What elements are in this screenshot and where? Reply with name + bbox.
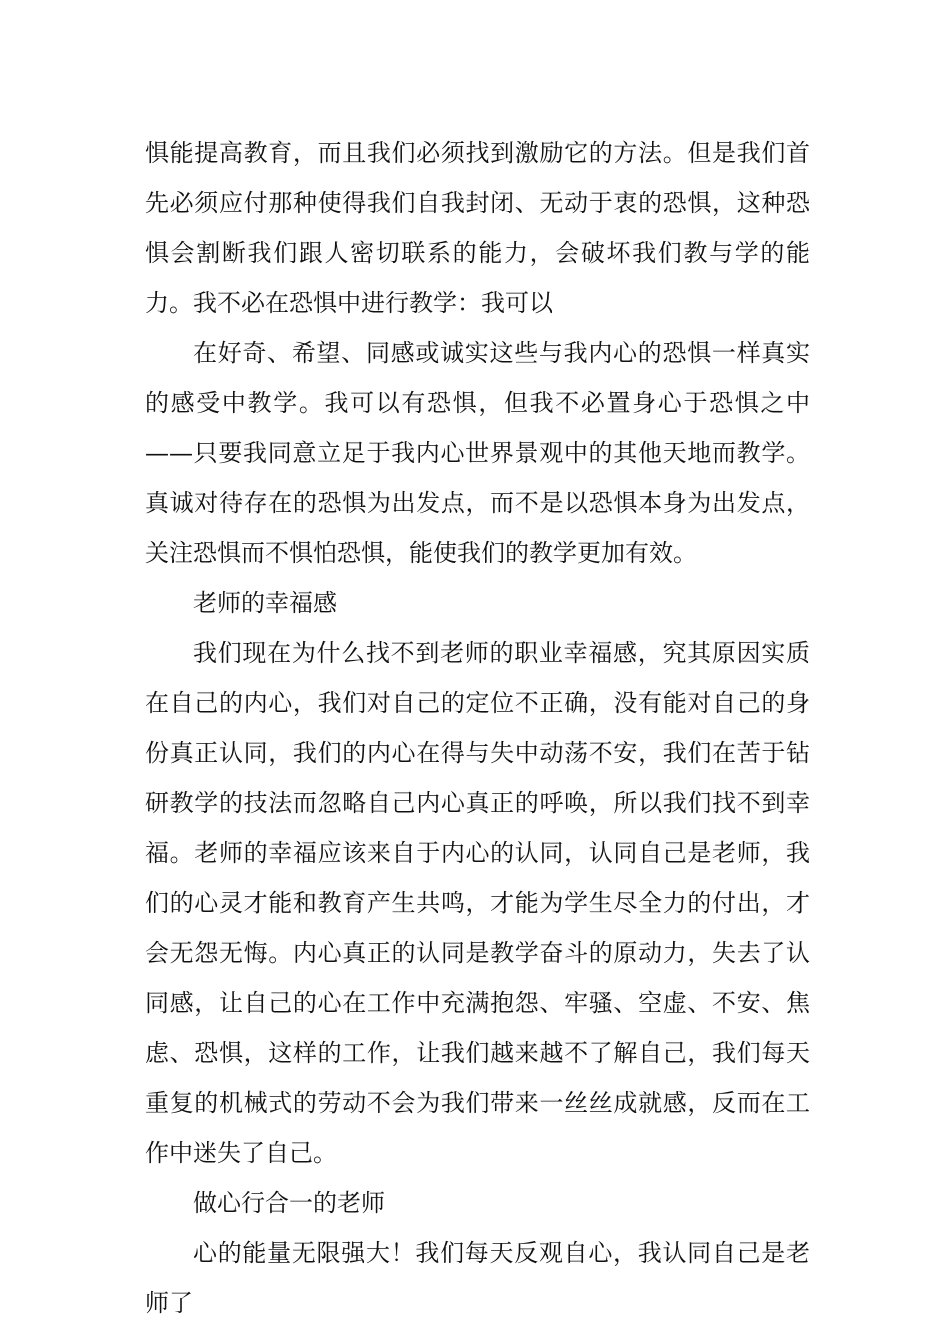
- section-heading-teacher-happiness: 老师的幸福感: [193, 589, 337, 617]
- paragraph-curiosity: 在好奇、希望、同感或诚实这些与我内心的恐惧一样真实的感受中教学。我可以有恐惧，但我不必置身心于恐惧之中——只要我同意立足于我内心世界景观中的其他天地而教学。真诚对待存在的恐惧为出发点，而不是以恐惧本身为出发点，关注恐惧而不惧怕恐惧，能使我们的教学更加有效。: [145, 339, 810, 567]
- paragraph-teacher-happiness: 我们现在为什么找不到老师的职业幸福感，究其原因实质在自己的内心，我们对自己的定位不正确，没有能对自己的身份真正认同，我们的内心在得与失中动荡不安，我们在苦于钻研教学的技法而忽略自己内心真正的呼唤，所以我们找不到幸福。老师的幸福应该来自于内心的认同，认同自己是老师，我们的心灵才能和教育产生共鸣，才能为学生尽全力的付出，才会无怨无悔。内心真正的认同是教学奋斗的原动力，失去了认同感，让自己的心在工作中充满抱怨、牢骚、空虚、不安、焦虑、恐惧，这样的工作，让我们越来越不了解自己，我们每天重复的机械式的劳动不会为我们带来一丝丝成就感，反而在工作中迷失了自己。: [145, 639, 810, 1167]
- paragraph-heart-energy: 心的能量无限强大！我们每天反观自心，我认同自己是老师了: [145, 1239, 810, 1317]
- document-body: [145, 128, 810, 1328]
- paragraph-continuation: 惧能提高教育，而且我们必须找到激励它的方法。但是我们首先必须应付那种使得我们自我封闭、无动于衷的恐惧，这种恐惧会割断我们跟人密切联系的能力，会破坏我们教与学的能力。我不必在恐惧中进行教学：我可以: [145, 139, 810, 317]
- section-heading-unity: 做心行合一的老师: [193, 1189, 385, 1217]
